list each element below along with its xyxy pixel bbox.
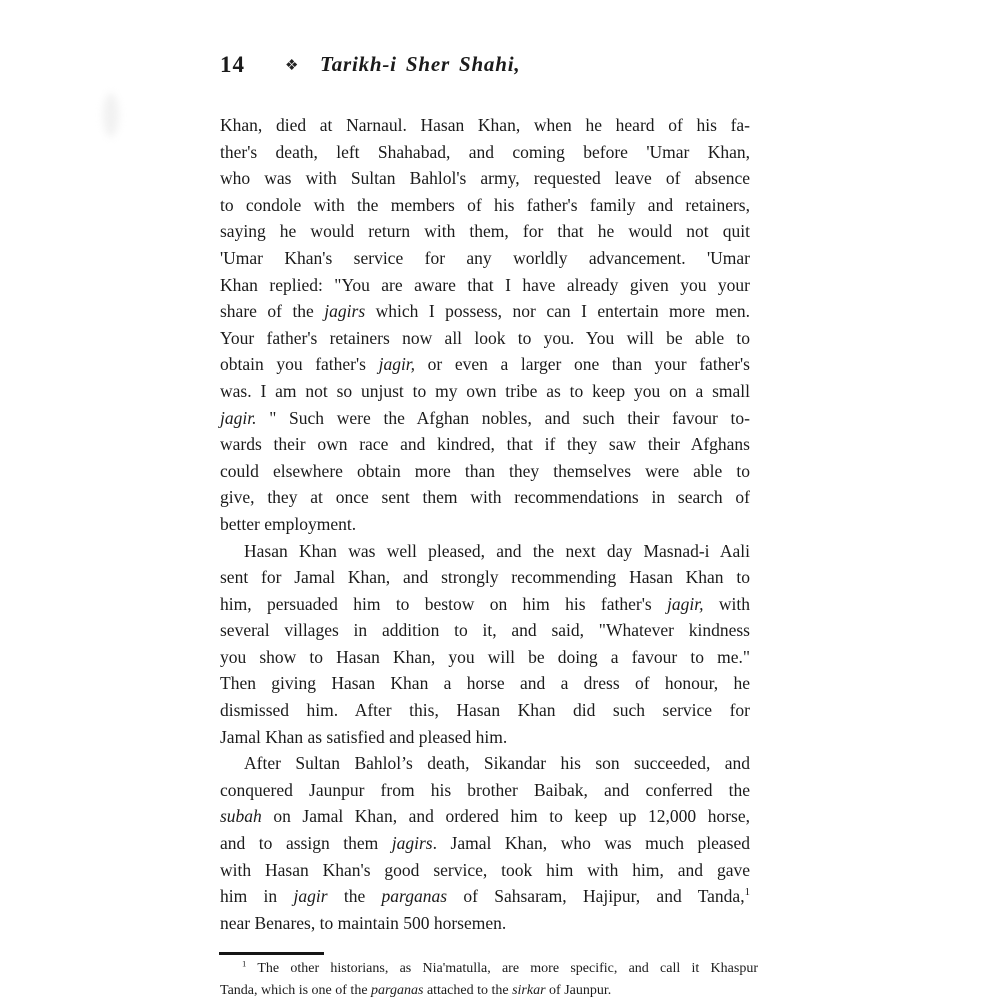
footnote-line: $^1$ The other historians, as Nia'matulla, are more specific, and call it Khaspur bbox=[242, 958, 758, 976]
footnote-divider bbox=[219, 952, 324, 955]
paragraph bbox=[220, 112, 750, 538]
footnote-text bbox=[220, 958, 758, 1000]
text-line: who was with Sultan Bahlol's army, requested leave of absence bbox=[220, 168, 750, 189]
text-line: give, they at once sent them with recommendations in search of bbox=[220, 487, 750, 508]
text-line: was. I am not so unjust to my own tribe as to keep you on a small bbox=[220, 380, 750, 401]
text-line: obtain you father's jagir, or even a larger one than your father's bbox=[220, 354, 750, 375]
italic-term: jagir. bbox=[220, 407, 270, 428]
text-line: him in jagir the parganas of Sahsaram, Hajipur, and Tanda,$^1$ bbox=[220, 886, 750, 907]
text-line: him, persuaded him to bestow on him his father's jagir, with bbox=[220, 593, 750, 614]
text-line: Jamal Khan as satisfied and pleased him. bbox=[220, 726, 508, 747]
body-text bbox=[220, 112, 750, 936]
text-line: better employment. bbox=[220, 513, 357, 534]
italic-term: jagir, bbox=[378, 354, 416, 375]
text-line: saying he would return with them, for that he would not quit bbox=[220, 221, 750, 242]
text-line: wards their own race and kindred, that if they saw their Afghans bbox=[220, 434, 750, 455]
footnote-reference: 1 bbox=[744, 886, 750, 899]
italic-term: jagirs bbox=[324, 301, 366, 322]
scan-smudge bbox=[103, 93, 119, 137]
italic-term: subah bbox=[220, 806, 262, 827]
paragraph bbox=[220, 538, 750, 751]
text-line: subah on Jamal Khan, and ordered him to keep up 12,000 horse, bbox=[220, 806, 750, 827]
text-line: jagir. " Such were the Afghan nobles, and such their favour to- bbox=[220, 407, 750, 428]
text-line: sent for Jamal Khan, and strongly recommending Hasan Khan to bbox=[220, 567, 750, 588]
text-line: Your father's retainers now all look to you. You will be able to bbox=[220, 327, 750, 348]
page-number: 14 bbox=[220, 52, 245, 77]
text-line: and to assign them jagirs. Jamal Khan, who was much pleased bbox=[220, 833, 751, 854]
text-line: conquered Jaunpur from his brother Baibak, and conferred the bbox=[220, 779, 750, 800]
italic-term: parganas bbox=[381, 886, 448, 907]
text-line: to condole with the members of his father's family and retainers, bbox=[220, 194, 750, 215]
text-line: After Sultan Bahlol’s death, Sikandar his son succeeded, and bbox=[244, 753, 750, 774]
text-line: several villages in addition to it, and said, "Whatever kindness bbox=[220, 620, 750, 641]
text-line: dismissed him. After this, Hasan Khan did such service for bbox=[220, 700, 750, 721]
text-line: Then giving Hasan Khan a horse and a dress of honour, he bbox=[220, 673, 750, 694]
text-line: ther's death, left Shahabad, and coming before 'Umar Khan, bbox=[220, 141, 750, 162]
diamond-ornament-icon: ❖ bbox=[285, 58, 299, 74]
text-line: near Benares, to maintain 500 horsemen. bbox=[220, 912, 507, 933]
text-line: Khan replied: "You are aware that I have already given you your bbox=[220, 274, 750, 295]
italic-term: sirkar bbox=[512, 983, 546, 998]
italic-term: jagir bbox=[293, 886, 328, 907]
page-header bbox=[220, 52, 760, 84]
text-line: 'Umar Khan's service for any worldly advancement. 'Umar bbox=[220, 247, 750, 268]
text-line: could elsewhere obtain more than they themselves were able to bbox=[220, 460, 750, 481]
text-line: Hasan Khan was well pleased, and the next day Masnad-i Aali bbox=[244, 540, 750, 561]
footnote-line: Tanda, which is one of the parganas attached to the sirkar of Jaunpur. bbox=[220, 983, 612, 998]
text-line: you show to Hasan Khan, you will be doing a favour to me." bbox=[220, 646, 750, 667]
paragraph bbox=[220, 750, 750, 936]
italic-term: jagir, bbox=[667, 593, 704, 614]
text-line: Khan, died at Narnaul. Hasan Khan, when he heard of his fa- bbox=[220, 115, 750, 135]
running-title: Tarikh-i Sher Shahi, bbox=[320, 52, 521, 76]
italic-term: parganas bbox=[371, 983, 424, 998]
italic-term: jagirs bbox=[391, 833, 433, 854]
text-line: with Hasan Khan's good service, took him with him, and gave bbox=[220, 859, 750, 880]
text-line: share of the jagirs which I possess, nor can I entertain more men. bbox=[220, 301, 750, 322]
footnote-reference: 1 bbox=[242, 958, 247, 969]
